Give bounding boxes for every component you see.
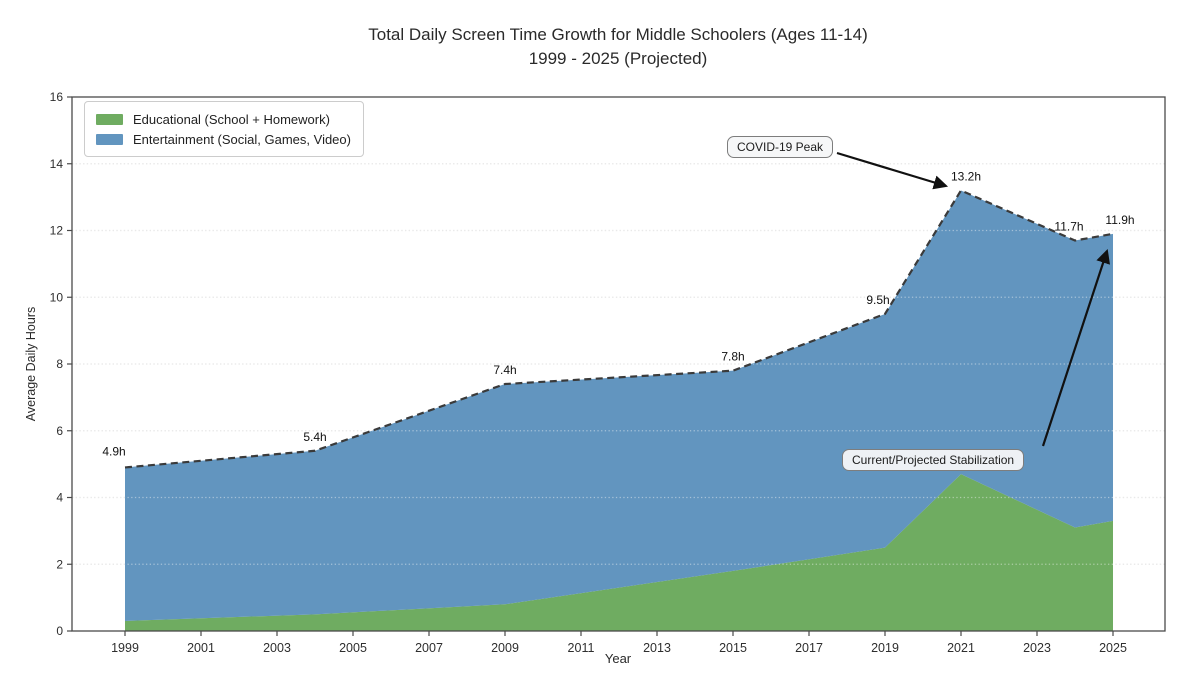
y-tick-label: 2: [56, 557, 63, 572]
y-tick-label: 16: [49, 90, 63, 104]
x-tick-label: 2021: [947, 641, 975, 655]
point-label: 13.2h: [950, 169, 982, 184]
legend-item-educational: [96, 109, 351, 129]
x-tick-label: 2023: [1023, 641, 1051, 655]
point-label: 9.5h: [866, 292, 890, 307]
point-label: 4.9h: [102, 444, 126, 459]
point-label: 11.9h: [1105, 212, 1135, 227]
y-tick-label: 8: [56, 357, 63, 371]
y-tick-label: 12: [49, 223, 63, 238]
y-tick-label: 14: [49, 156, 63, 171]
y-tick-label: 4: [56, 490, 63, 505]
chart-title: Total Daily Screen Time Growth for Middle Schoolers (Ages 11-14): [368, 25, 868, 44]
x-tick-label: 2013: [643, 641, 671, 655]
y-axis-title: Average Daily Hours: [24, 306, 38, 422]
x-tick-label: 2017: [795, 641, 823, 655]
x-tick-label: 2005: [339, 641, 367, 655]
annotation-stabilization: Current/Projected Stabilization: [842, 449, 1024, 471]
chart-subtitle: 1999 - 2025 (Projected): [528, 49, 708, 68]
x-tick-label: 2015: [719, 641, 747, 655]
x-tick-label: 2011: [567, 641, 595, 655]
y-tick-label: 0: [56, 624, 63, 638]
legend-label-entertainment: Entertainment (Social, Games, Video): [133, 131, 351, 147]
y-tick-label: 6: [56, 423, 63, 438]
covid-peak-arrow: [837, 153, 946, 186]
point-label: 7.8h: [721, 349, 745, 364]
x-tick-label: 2025: [1099, 641, 1127, 655]
x-tick-label: 1999: [111, 641, 139, 655]
annotation-covid-peak: COVID-19 Peak: [727, 136, 833, 158]
entertainment-swatch: [96, 134, 123, 145]
x-tick-label: 2001: [187, 641, 215, 655]
y-tick-label: 10: [49, 290, 63, 305]
y-axis: [50, 90, 72, 638]
point-label: 11.7h: [1054, 219, 1084, 234]
legend-label-educational: Educational (School + Homework): [133, 111, 330, 127]
x-tick-label: 2003: [263, 641, 291, 655]
x-tick-label: 2009: [491, 641, 519, 655]
point-label: 5.4h: [303, 429, 327, 444]
x-tick-label: 2019: [871, 641, 899, 655]
point-label: 7.4h: [493, 363, 517, 378]
legend-item-entertainment: [96, 129, 351, 149]
legend: [84, 101, 364, 157]
x-tick-label: 2007: [415, 641, 443, 655]
x-axis-title: Year: [604, 651, 632, 666]
educational-swatch: [96, 114, 123, 125]
